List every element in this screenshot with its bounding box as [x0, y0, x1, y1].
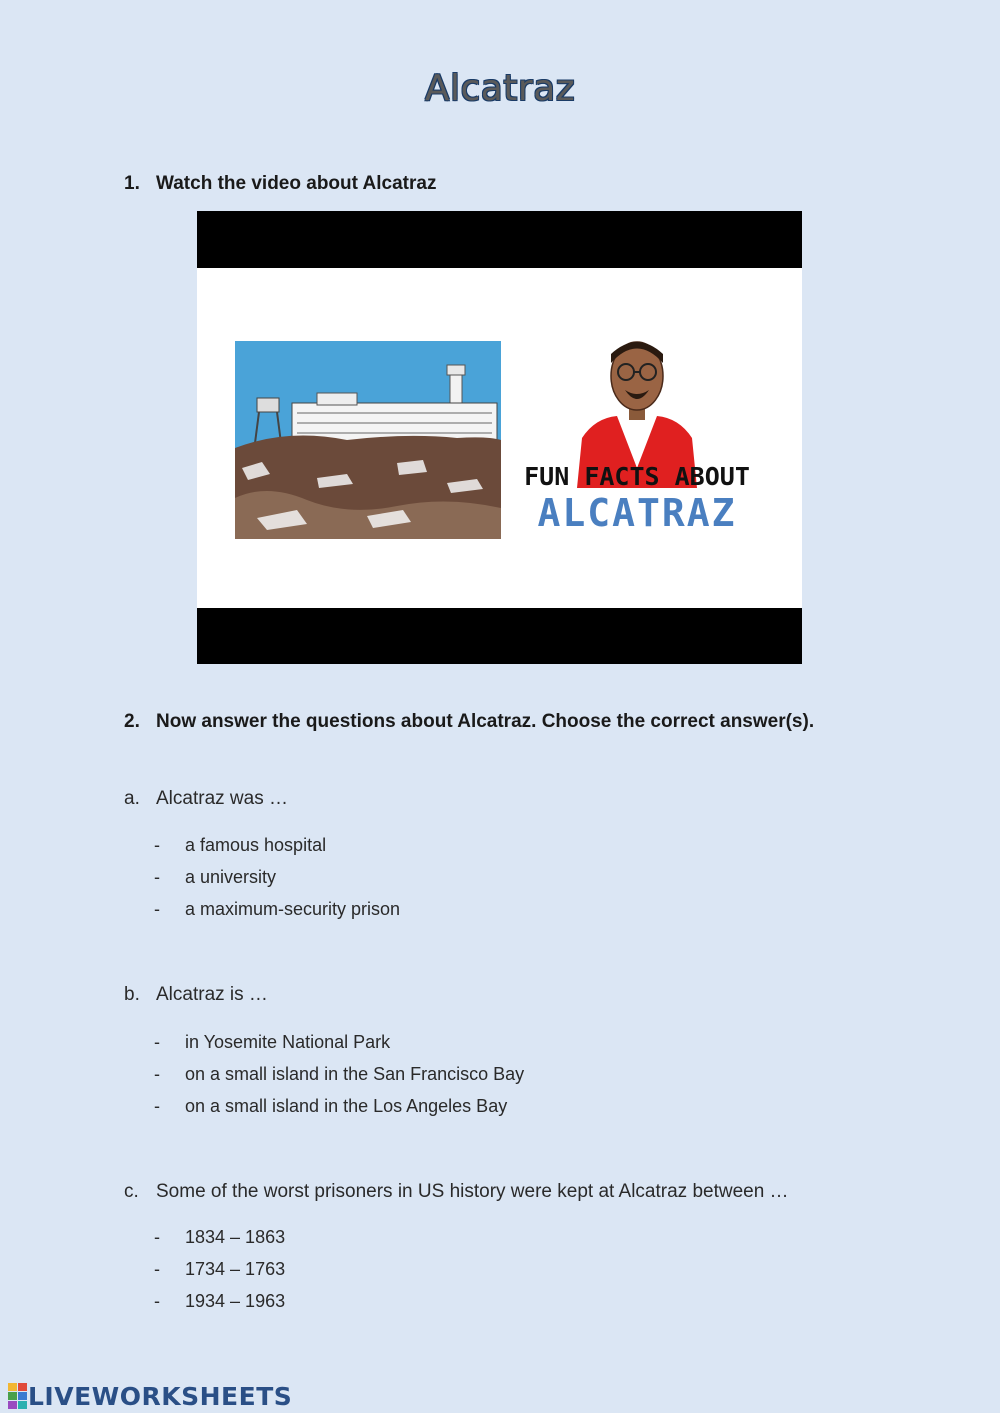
alcatraz-thumbnail-image — [197, 268, 802, 608]
option-a-2[interactable] — [154, 867, 276, 888]
video-thumbnail — [197, 268, 802, 608]
option-b-1[interactable] — [154, 1032, 390, 1053]
step-1-instruction — [124, 173, 436, 195]
step-text: Now answer the questions about Alcatraz. Choose the correct answer(s). — [156, 711, 815, 732]
option-c-2[interactable] — [154, 1259, 285, 1280]
option-text: 1734 – 1763 — [185, 1259, 286, 1279]
option-c-1[interactable] — [154, 1227, 285, 1248]
dash-bullet: - — [154, 899, 160, 919]
question-letter: a. — [124, 788, 140, 809]
option-c-3[interactable] — [154, 1291, 285, 1312]
question-c — [124, 1181, 789, 1203]
question-letter: b. — [124, 984, 140, 1005]
alcatraz-island-picture — [235, 341, 501, 539]
option-text: a university — [185, 867, 277, 887]
option-text: 1934 – 1963 — [185, 1291, 286, 1311]
video-player[interactable] — [197, 211, 802, 664]
option-text: on a small island in the Los Angeles Bay — [185, 1096, 508, 1116]
logo-text: LIVEWORKSHEETS — [28, 1381, 293, 1411]
option-text: on a small island in the San Francisco Bay — [185, 1064, 525, 1084]
dash-bullet: - — [154, 1291, 160, 1311]
dash-bullet: - — [154, 1259, 160, 1279]
option-a-3[interactable] — [154, 899, 400, 920]
option-b-3[interactable] — [154, 1096, 507, 1117]
dash-bullet: - — [154, 835, 160, 855]
question-text: Alcatraz was … — [156, 788, 288, 809]
page-title: Alcatraz — [424, 68, 576, 109]
step-text: Watch the video about Alcatraz — [156, 173, 437, 194]
option-text: a famous hospital — [185, 835, 327, 855]
question-text: Alcatraz is … — [156, 984, 268, 1005]
dash-bullet: - — [154, 1227, 160, 1247]
option-text: a maximum-security prison — [185, 899, 401, 919]
dash-bullet: - — [154, 1032, 160, 1052]
liveworksheets-logo[interactable] — [8, 1381, 292, 1411]
option-text: in Yosemite National Park — [185, 1032, 391, 1052]
option-text: 1834 – 1863 — [185, 1227, 286, 1247]
option-a-1[interactable] — [154, 835, 326, 856]
dash-bullet: - — [154, 1064, 160, 1084]
step-number: 2. — [124, 711, 140, 732]
logo-blocks-icon — [8, 1383, 28, 1409]
question-letter: c. — [124, 1181, 139, 1202]
question-b — [124, 984, 268, 1006]
step-number: 1. — [124, 173, 140, 194]
thumbnail-line-1: FUN FACTS ABOUT — [524, 462, 750, 491]
step-2-instruction — [124, 711, 814, 733]
dash-bullet: - — [154, 867, 160, 887]
option-b-2[interactable] — [154, 1064, 524, 1085]
question-text: Some of the worst prisoners in US history were kept at Alcatraz between … — [156, 1181, 789, 1202]
dash-bullet: - — [154, 1096, 160, 1116]
question-a — [124, 788, 288, 810]
thumbnail-line-2: ALCATRAZ — [537, 491, 737, 535]
